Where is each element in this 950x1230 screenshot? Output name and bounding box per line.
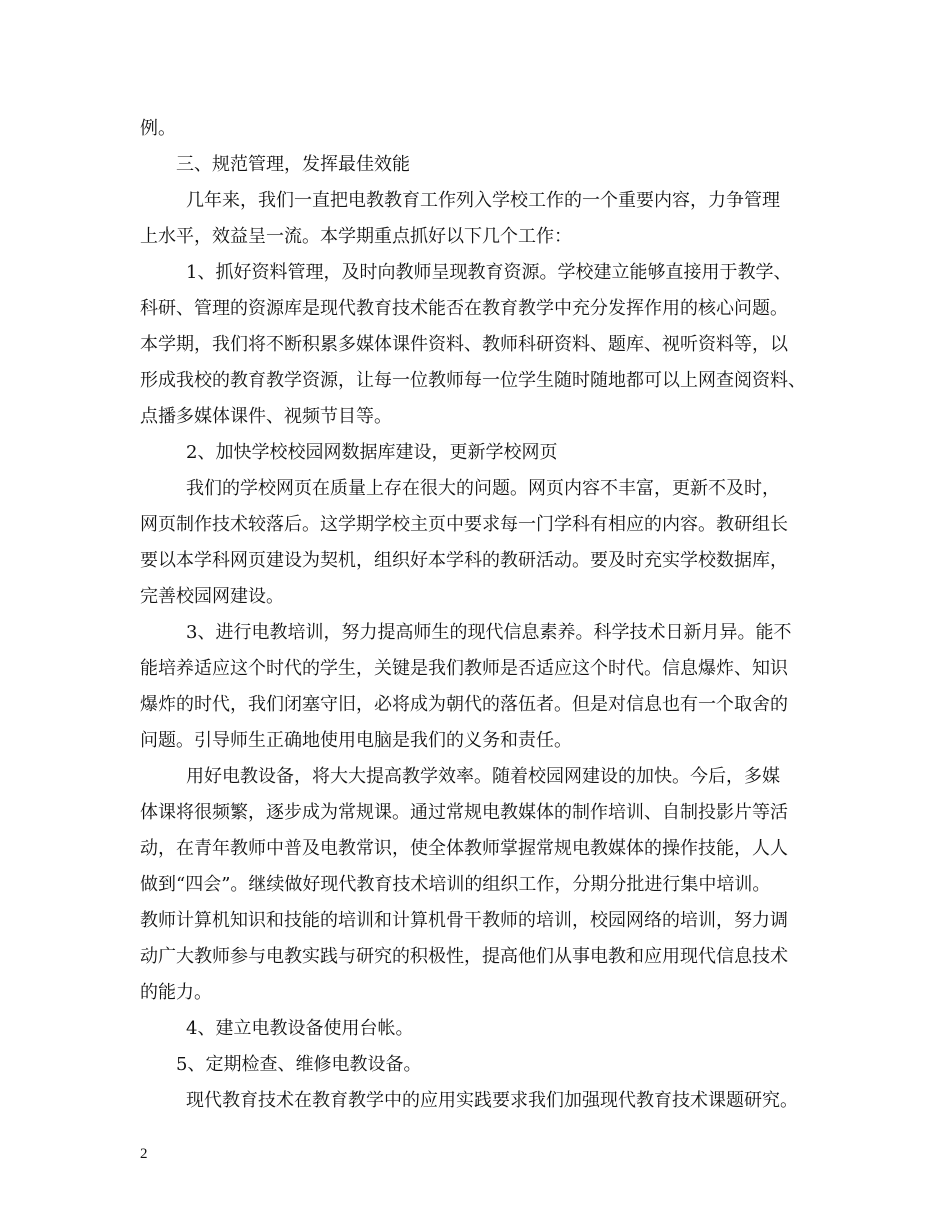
text-line: 要以本学科网页建设为契机，组织好本学科的教研活动。要及时充实学校数据库， <box>140 550 788 571</box>
text-line: 能培养适应这个时代的学生，关键是我们教师是否适应这个时代。信息爆炸、知识 <box>140 658 788 679</box>
text-line: 体课将很频繁，逐步成为常规课。通过常规电教媒体的制作培训、自制投影片等活 <box>140 802 788 823</box>
text-line: 现代教育技术在教育教学中的应用实践要求我们加强现代教育技术课题研究。 <box>186 1090 798 1111</box>
text-line: 几年来，我们一直把电教教育工作列入学校工作的一个重要内容，力争管理 <box>186 190 780 211</box>
text-line: 动，在青年教师中普及电教常识，使全体教师掌握常规电教媒体的操作技能，人人 <box>140 838 788 859</box>
text-line: 形成我校的教育教学资源，让每一位教师每一位学生随时随地都可以上网查阅资料、 <box>140 370 806 391</box>
section-heading: 三、规范管理，发挥最佳效能 <box>176 154 410 175</box>
text-line: 动广大教师参与电教实践与研究的积极性，提高他们从事电教和应用现代信息技术 <box>140 946 788 967</box>
text-line: 网页制作技术较落后。这学期学校主页中要求每一门学科有相应的内容。教研组长 <box>140 514 788 535</box>
text-line: 本学期，我们将不断积累多媒体课件资料、教师科研资料、题库、视听资料等，以 <box>140 334 788 355</box>
text-line: 的能力。 <box>140 982 212 1003</box>
text-line: 点播多媒体课件、视频节目等。 <box>140 406 392 427</box>
list-item-heading: 2、加快学校校园网数据库建设，更新学校网页 <box>186 442 558 463</box>
text-line: 上水平，效益呈一流。本学期重点抓好以下几个工作： <box>140 226 572 247</box>
text-line: 科研、管理的资源库是现代教育技术能否在教育教学中充分发挥作用的核心问题。 <box>140 298 788 319</box>
text-line: 例。 <box>140 118 176 139</box>
list-item-heading: 5、定期检查、维修电教设备。 <box>176 1054 422 1075</box>
page-number: 2 <box>140 1146 148 1162</box>
text-line: 爆炸的时代，我们闭塞守旧，必将成为朝代的落伍者。但是对信息也有一个取舍的 <box>140 694 788 715</box>
list-item-heading: 4、建立电教设备使用台帐。 <box>186 1018 414 1039</box>
text-line: 做到“四会”。继续做好现代教育技术培训的组织工作，分期分批进行集中培训。 <box>140 874 771 895</box>
text-line: 教师计算机知识和技能的培训和计算机骨干教师的培训，校园网络的培训，努力调 <box>140 910 788 931</box>
text-line: 用好电教设备，将大大提高教学效率。随着校园网建设的加快。今后，多媒 <box>186 766 780 787</box>
document-body <box>140 111 830 1119</box>
list-item-heading: 3、进行电教培训，努力提高师生的现代信息素养。科学技术日新月异。能不 <box>186 622 792 643</box>
text-line: 完善校园网建设。 <box>140 586 284 607</box>
list-item-heading: 1、抓好资料管理，及时向教师呈现教育资源。学校建立能够直接用于教学、 <box>186 262 792 283</box>
text-line: 问题。引导师生正确地使用电脑是我们的义务和责任。 <box>140 730 572 751</box>
text-line: 我们的学校网页在质量上存在很大的问题。网页内容不丰富，更新不及时， <box>186 478 780 499</box>
